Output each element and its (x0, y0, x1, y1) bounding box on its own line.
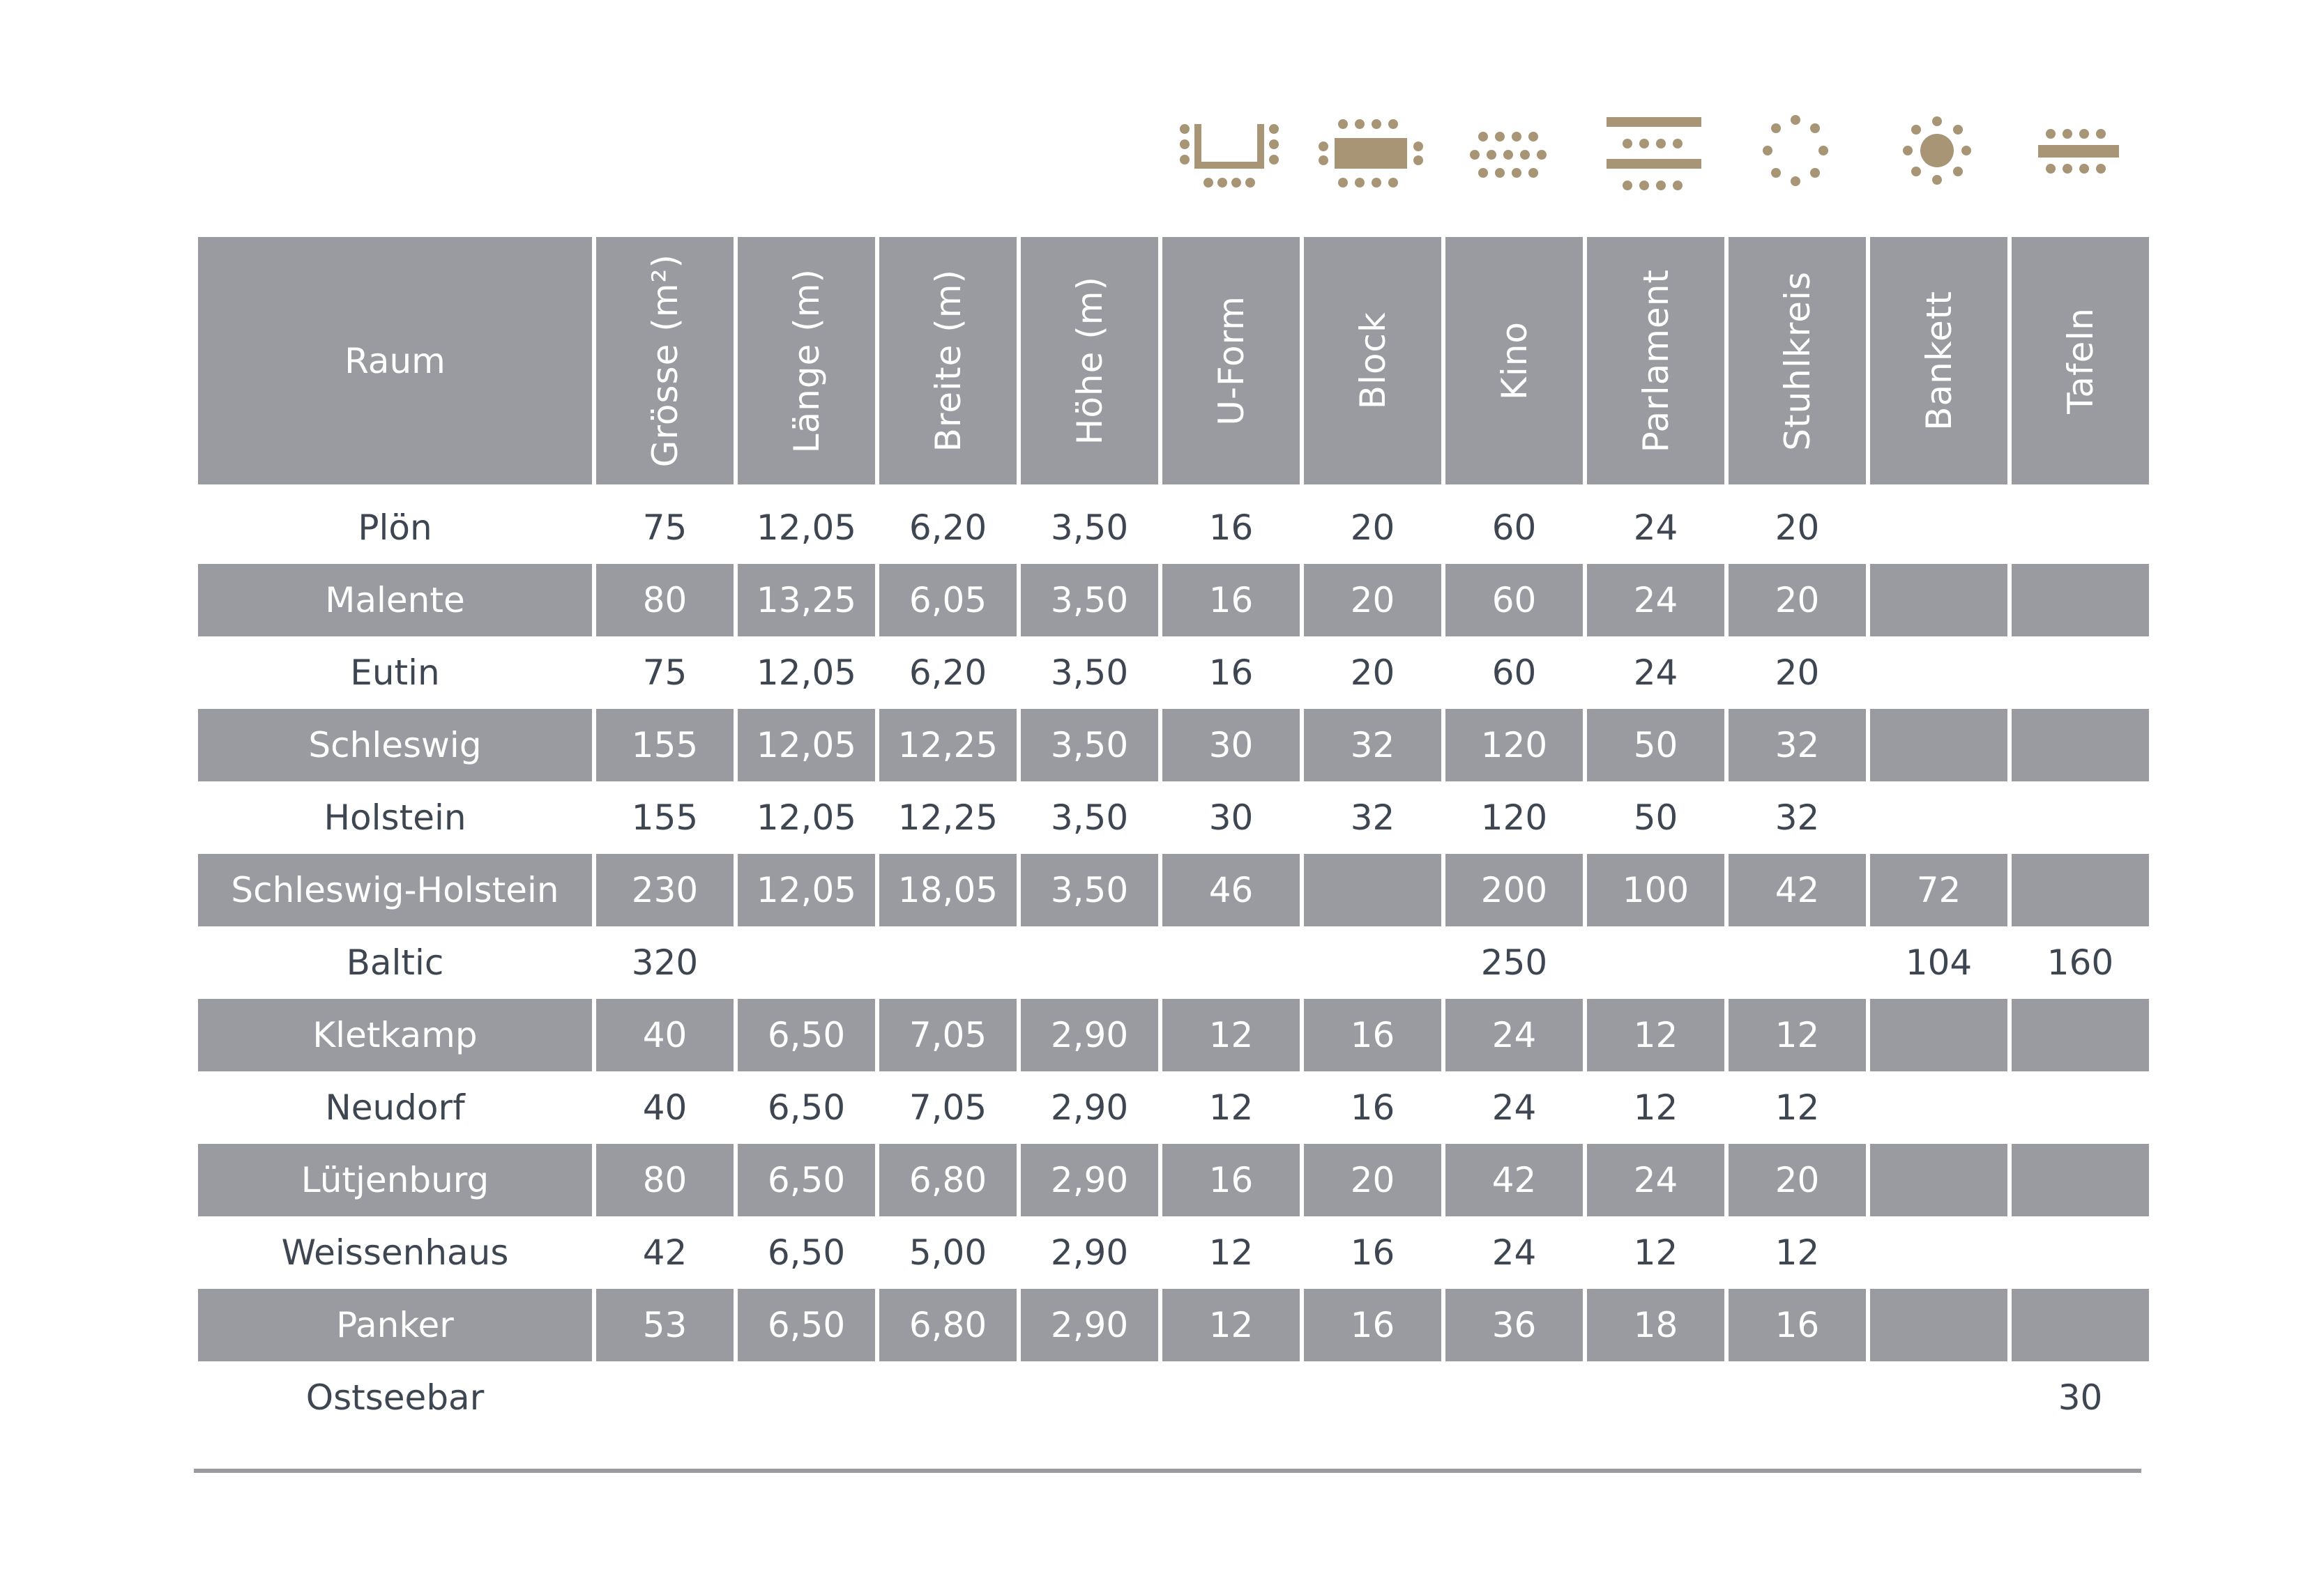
u-shape-seating-icon (1160, 105, 1298, 209)
room-name-cell: Plön (198, 484, 592, 564)
column-header-groesse (596, 237, 734, 484)
cell-u-form: 16 (1162, 484, 1300, 564)
column-header-hoehe (1021, 237, 1158, 484)
cell-tafeln (2012, 1071, 2149, 1144)
room-name-cell: Schleswig-Holstein (198, 854, 592, 926)
table-row (198, 854, 2149, 926)
cell-bankett (1870, 484, 2007, 564)
column-header-stuhlkreis (1729, 237, 1866, 484)
cell-kino: 42 (1445, 1144, 1583, 1216)
cell-tafeln (2012, 781, 2149, 854)
cell-stuhlkreis: 12 (1775, 1087, 1820, 1128)
cell-tafeln (2012, 1216, 2149, 1289)
cell-hoehe: 2,90 (1050, 1087, 1129, 1128)
cell-hoehe (1021, 1361, 1158, 1434)
cell-bankett (1870, 1144, 2007, 1216)
cell-groesse: 320 (631, 942, 699, 983)
column-header-kino (1445, 237, 1583, 484)
cell-groesse: 53 (596, 1289, 734, 1361)
cell-groesse: 40 (642, 1087, 688, 1128)
column-header-kino-label: Kino (1494, 321, 1535, 400)
cell-hoehe: 3,50 (1050, 797, 1129, 838)
cell-stuhlkreis: 32 (1729, 709, 1866, 781)
cell-u-form: 12 (1162, 1289, 1300, 1361)
table-row (198, 1144, 2149, 1216)
cell-laenge: 12,05 (738, 484, 875, 564)
room-name-cell: Kletkamp (198, 999, 592, 1071)
cell-kino: 60 (1445, 484, 1583, 564)
cell-stuhlkreis: 42 (1729, 854, 1866, 926)
column-header-block (1304, 237, 1441, 484)
cell-parlament: 24 (1587, 484, 1724, 564)
room-name-cell: Weissenhaus (281, 1232, 509, 1273)
cell-breite: 6,80 (879, 1289, 1017, 1361)
cell-bankett (1870, 1216, 2007, 1289)
cell-breite: 6,20 (909, 652, 987, 693)
parliament-rows-icon (1585, 105, 1722, 209)
cell-laenge: 6,50 (738, 1144, 875, 1216)
column-header-breite-label: Breite (m) (927, 269, 969, 452)
cell-groesse: 230 (596, 854, 734, 926)
seating-icons-row (0, 105, 2324, 209)
cell-hoehe (1021, 926, 1158, 999)
cell-kino: 120 (1445, 709, 1583, 781)
cell-parlament (1587, 1361, 1724, 1434)
cell-parlament: 24 (1633, 652, 1678, 693)
room-name-cell: Panker (198, 1289, 592, 1361)
cell-laenge (738, 926, 875, 999)
cell-groesse (596, 1361, 734, 1434)
cell-block (1304, 854, 1441, 926)
column-header-stuhlkreis-label: Stuhlkreis (1777, 270, 1818, 451)
column-header-laenge-label: Länge (m) (786, 268, 827, 454)
table-row (198, 484, 2149, 564)
cell-kino: 60 (1445, 564, 1583, 636)
cell-groesse: 40 (596, 999, 734, 1071)
cinema-rows-icon (1443, 105, 1581, 209)
cell-kino: 24 (1445, 999, 1583, 1071)
cell-laenge: 12,05 (756, 797, 857, 838)
table-row (198, 709, 2149, 781)
cell-kino: 120 (1480, 797, 1548, 838)
cell-tafeln (2012, 999, 2149, 1071)
cell-breite: 12,25 (879, 709, 1017, 781)
cell-bankett (1870, 709, 2007, 781)
cell-block: 16 (1350, 1232, 1395, 1273)
column-header-groesse-label: Grösse (m²) (644, 254, 685, 468)
cell-groesse: 80 (596, 564, 734, 636)
cell-block: 20 (1304, 484, 1441, 564)
cell-parlament: 24 (1587, 1144, 1724, 1216)
cell-hoehe: 3,50 (1021, 709, 1158, 781)
room-name-cell: Neudorf (325, 1087, 465, 1128)
column-header-block-label: Block (1352, 312, 1393, 410)
cell-groesse: 80 (596, 1144, 734, 1216)
cell-breite (879, 926, 1017, 999)
cell-block (1304, 926, 1441, 999)
room-name-cell: Lütjenburg (198, 1144, 592, 1216)
cell-block: 32 (1304, 709, 1441, 781)
cell-groesse: 75 (642, 652, 688, 693)
room-name-cell: Malente (198, 564, 592, 636)
column-header-bankett (1870, 237, 2007, 484)
column-header-bankett-label: Bankett (1918, 291, 1959, 431)
cell-hoehe: 2,90 (1021, 1289, 1158, 1361)
cell-u-form: 16 (1162, 1144, 1300, 1216)
cell-u-form (1162, 926, 1300, 999)
cell-kino: 60 (1491, 652, 1537, 693)
cell-tafeln: 160 (2046, 942, 2114, 983)
cell-parlament: 24 (1587, 564, 1724, 636)
table-row (198, 1071, 2149, 1144)
column-header-u-form-label: U-Form (1210, 296, 1252, 426)
cell-stuhlkreis: 20 (1775, 652, 1820, 693)
cell-u-form (1162, 1361, 1300, 1434)
cell-parlament: 50 (1633, 797, 1678, 838)
cell-tafeln (2012, 484, 2149, 564)
cell-laenge: 12,05 (738, 709, 875, 781)
room-name-cell: Schleswig (198, 709, 592, 781)
cell-block: 20 (1304, 564, 1441, 636)
cell-parlament: 100 (1587, 854, 1724, 926)
cell-bankett (1870, 781, 2007, 854)
table-row (198, 781, 2149, 854)
cell-hoehe: 2,90 (1021, 999, 1158, 1071)
cell-tafeln (2012, 636, 2149, 709)
cell-parlament: 50 (1587, 709, 1724, 781)
cell-breite (879, 1361, 1017, 1434)
cell-u-form: 46 (1162, 854, 1300, 926)
cell-bankett (1870, 1071, 2007, 1144)
cell-tafeln: 30 (2058, 1377, 2103, 1418)
block-table-icon (1302, 105, 1439, 209)
cell-laenge: 6,50 (767, 1232, 846, 1273)
room-name-cell: Baltic (346, 942, 444, 983)
cell-parlament: 12 (1633, 1087, 1678, 1128)
long-table-icon (2010, 105, 2147, 209)
cell-stuhlkreis: 12 (1775, 1232, 1820, 1273)
banquet-round-table-icon (1868, 105, 2005, 209)
cell-u-form: 16 (1162, 564, 1300, 636)
cell-parlament: 12 (1633, 1232, 1678, 1273)
cell-block: 16 (1304, 1289, 1441, 1361)
column-header-hoehe-label: Höhe (m) (1069, 276, 1110, 445)
cell-laenge: 12,05 (756, 652, 857, 693)
cell-block: 32 (1350, 797, 1395, 838)
cell-parlament: 12 (1587, 999, 1724, 1071)
cell-hoehe: 2,90 (1050, 1232, 1129, 1273)
table-row (198, 636, 2149, 709)
column-header-raum: Raum (198, 237, 592, 484)
cell-bankett (1870, 1289, 2007, 1361)
cell-bankett: 72 (1870, 854, 2007, 926)
cell-parlament (1587, 926, 1724, 999)
cell-breite: 7,05 (909, 1087, 987, 1128)
column-header-tafeln (2012, 237, 2149, 484)
cell-u-form: 12 (1208, 1087, 1254, 1128)
cell-u-form: 30 (1162, 709, 1300, 781)
cell-kino: 24 (1491, 1087, 1537, 1128)
cell-stuhlkreis: 20 (1729, 484, 1866, 564)
table-row (198, 1361, 2149, 1434)
cell-laenge: 6,50 (738, 999, 875, 1071)
cell-kino: 24 (1491, 1232, 1537, 1273)
chair-circle-icon (1726, 105, 1864, 209)
cell-tafeln (2012, 854, 2149, 926)
cell-tafeln (2012, 564, 2149, 636)
table-row (198, 1289, 2149, 1361)
cell-breite: 7,05 (879, 999, 1017, 1071)
cell-stuhlkreis: 20 (1729, 564, 1866, 636)
cell-hoehe: 3,50 (1021, 484, 1158, 564)
cell-laenge: 6,50 (767, 1087, 846, 1128)
cell-stuhlkreis: 20 (1729, 1144, 1866, 1216)
cell-block: 20 (1350, 652, 1395, 693)
cell-stuhlkreis: 16 (1729, 1289, 1866, 1361)
cell-breite: 6,80 (879, 1144, 1017, 1216)
cell-laenge: 13,25 (738, 564, 875, 636)
cell-kino (1445, 1361, 1583, 1434)
cell-u-form: 16 (1208, 652, 1254, 693)
cell-stuhlkreis (1729, 926, 1866, 999)
cell-groesse: 155 (596, 709, 734, 781)
table-row (198, 564, 2149, 636)
cell-stuhlkreis: 32 (1775, 797, 1820, 838)
cell-block: 20 (1304, 1144, 1441, 1216)
column-header-tafeln-label: Tafeln (2060, 307, 2101, 414)
cell-block (1304, 1361, 1441, 1434)
cell-kino: 250 (1480, 942, 1548, 983)
cell-bankett (1870, 636, 2007, 709)
cell-bankett: 104 (1905, 942, 1973, 983)
room-capacity-table (194, 237, 2153, 1434)
cell-tafeln (2012, 709, 2149, 781)
cell-laenge: 12,05 (738, 854, 875, 926)
cell-laenge (738, 1361, 875, 1434)
cell-breite: 5,00 (909, 1232, 987, 1273)
cell-parlament: 18 (1587, 1289, 1724, 1361)
cell-hoehe: 3,50 (1050, 652, 1129, 693)
cell-bankett (1870, 999, 2007, 1071)
cell-bankett (1870, 1361, 2007, 1434)
header-row (198, 237, 2149, 484)
cell-block: 16 (1304, 999, 1441, 1071)
cell-u-form: 30 (1208, 797, 1254, 838)
column-header-parlament (1587, 237, 1724, 484)
cell-hoehe: 3,50 (1021, 564, 1158, 636)
cell-groesse: 75 (596, 484, 734, 564)
cell-kino: 36 (1445, 1289, 1583, 1361)
cell-breite: 6,05 (879, 564, 1017, 636)
cell-u-form: 12 (1162, 999, 1300, 1071)
cell-groesse: 155 (631, 797, 699, 838)
cell-kino: 200 (1445, 854, 1583, 926)
cell-breite: 18,05 (879, 854, 1017, 926)
cell-stuhlkreis: 12 (1729, 999, 1866, 1071)
column-header-laenge (738, 237, 875, 484)
cell-hoehe: 3,50 (1021, 854, 1158, 926)
room-name-cell: Holstein (324, 797, 466, 838)
table-row (198, 999, 2149, 1071)
room-name-cell: Ostseebar (305, 1377, 485, 1418)
cell-breite: 12,25 (897, 797, 998, 838)
cell-block: 16 (1350, 1087, 1395, 1128)
table-bottom-rule (194, 1469, 2141, 1473)
cell-tafeln (2012, 1289, 2149, 1361)
column-header-u-form (1162, 237, 1300, 484)
column-header-parlament-label: Parlament (1635, 268, 1676, 453)
cell-hoehe: 2,90 (1021, 1144, 1158, 1216)
cell-tafeln (2012, 1144, 2149, 1216)
room-name-cell: Eutin (350, 652, 440, 693)
cell-laenge: 6,50 (738, 1289, 875, 1361)
table-row (198, 1216, 2149, 1289)
cell-groesse: 42 (642, 1232, 688, 1273)
cell-bankett (1870, 564, 2007, 636)
column-header-breite (879, 237, 1017, 484)
table-row (198, 926, 2149, 999)
cell-u-form: 12 (1208, 1232, 1254, 1273)
cell-stuhlkreis (1729, 1361, 1866, 1434)
cell-breite: 6,20 (879, 484, 1017, 564)
